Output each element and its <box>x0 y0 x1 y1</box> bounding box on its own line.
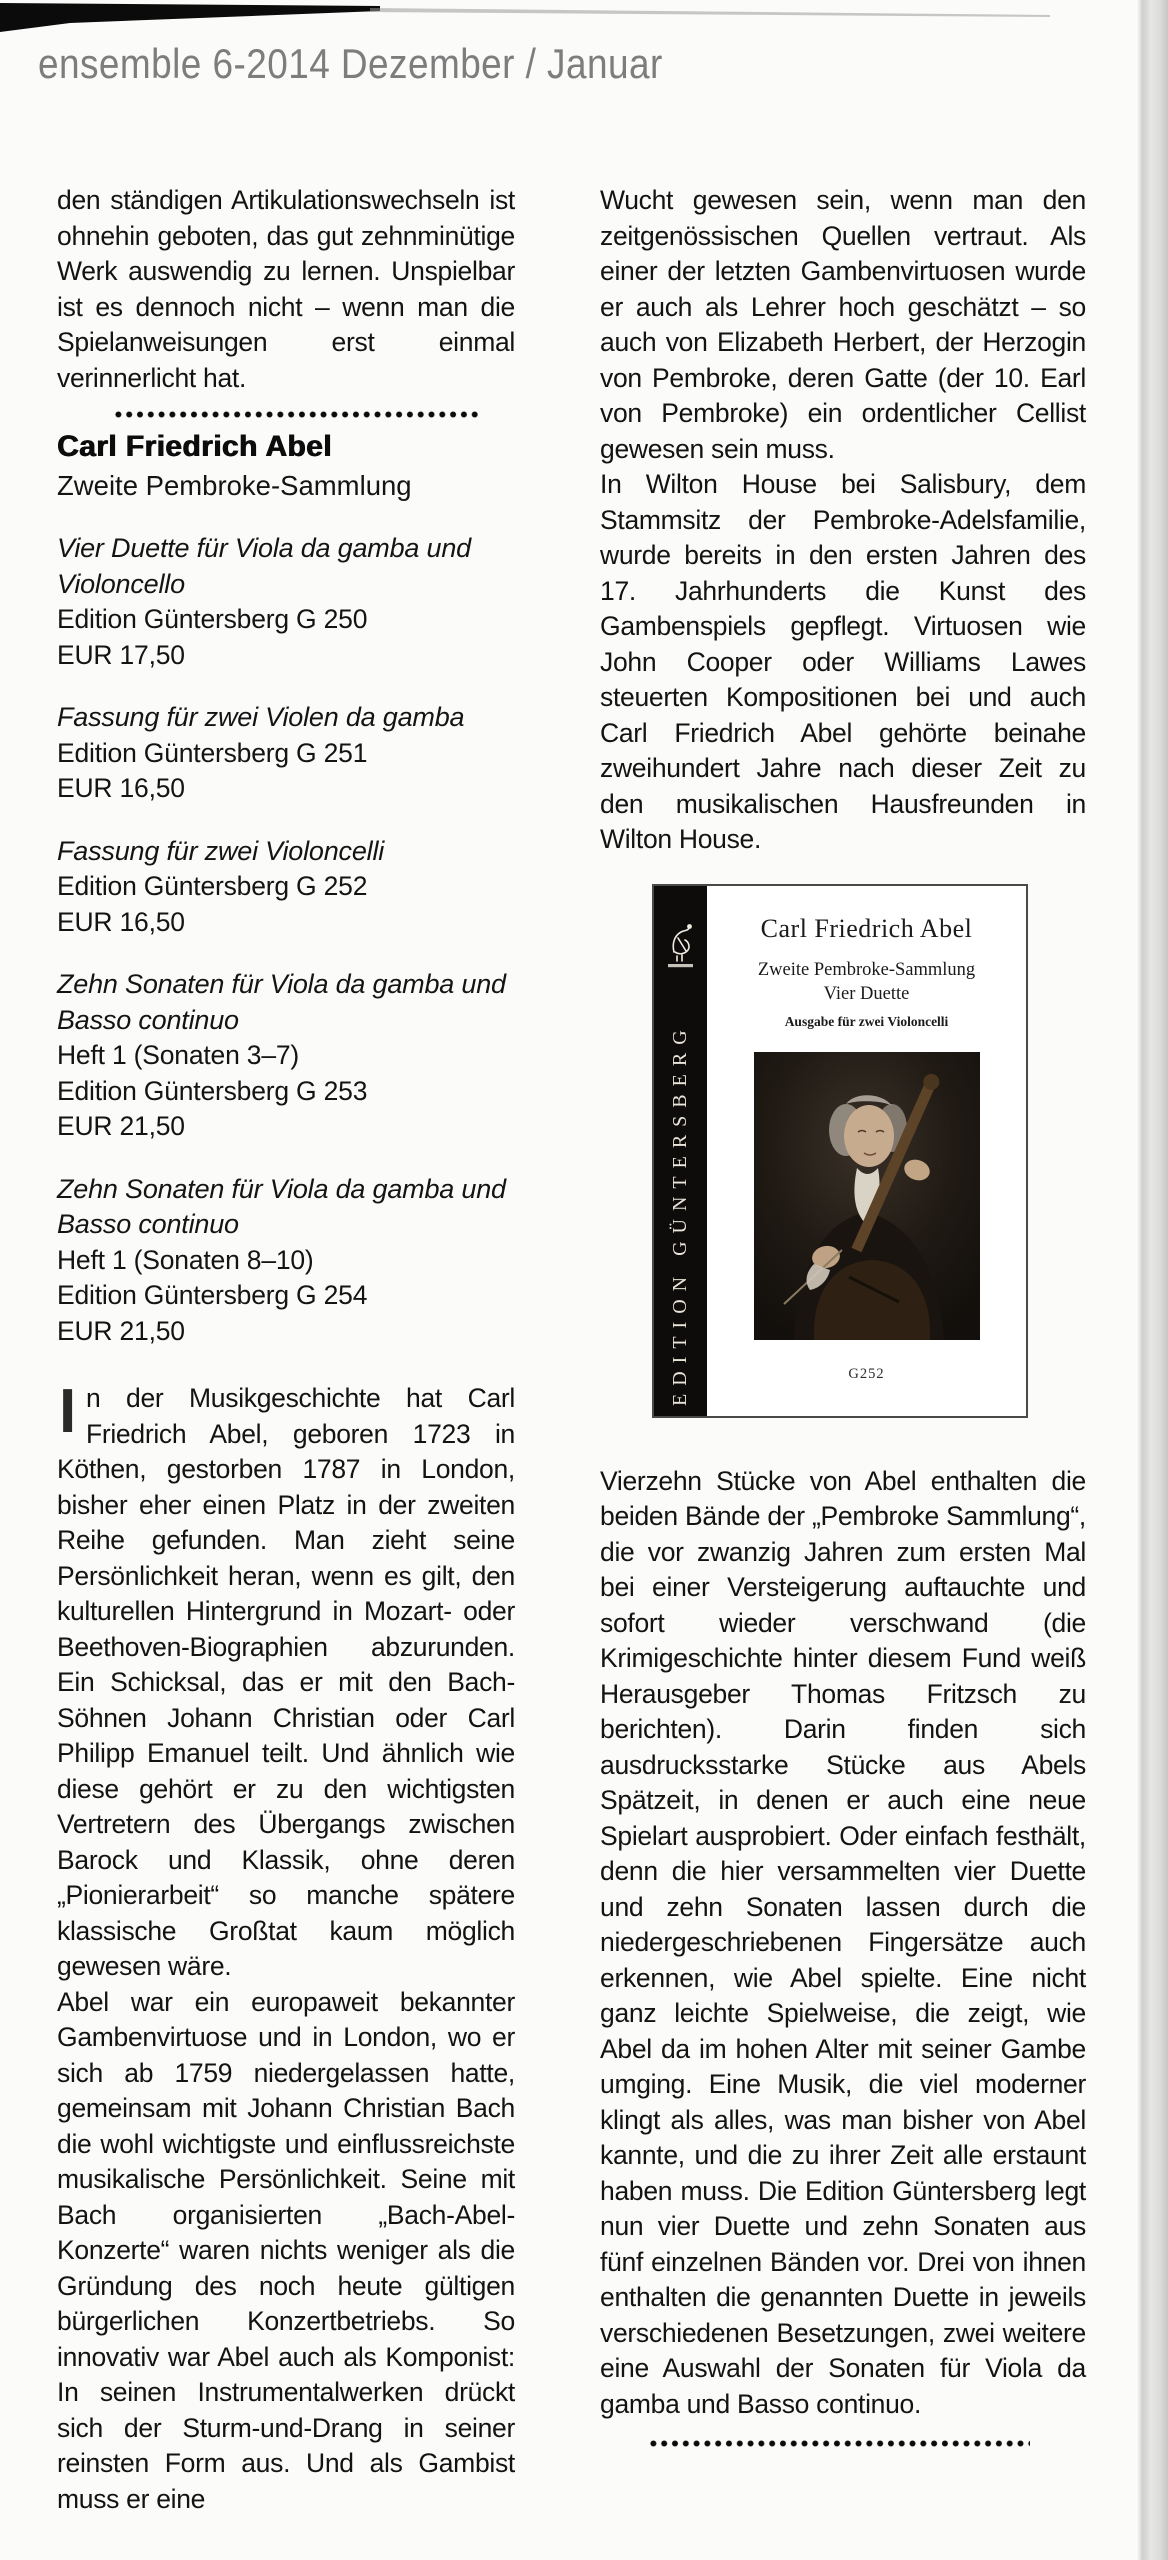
left-column <box>57 183 515 2517</box>
edition-publisher: Edition Güntersberg G 253 <box>57 1075 368 1106</box>
edition-volume: Heft 1 (Sonaten 3–7) <box>57 1040 300 1070</box>
dotted-divider <box>113 411 481 418</box>
edition-price: EUR 21,50 <box>57 1111 185 1141</box>
article-paragraph-1-text: n der Musikgeschichte hat Carl Friedrich Abel, geboren 1723 in Köthen, gestorben 1787 in London, bisher eher einen Platz in der zweiten Reihe gefunden. Man zieht seine Persönlichkeit heran, wenn es gilt, den kulturellen Hintergrund in Mozart- oder Beethoven-Biographien abzurunden. Ein Schicksal, das er mit den Bach-Söhnen Johann Christian oder Carl Philipp Emanuel teilt. Und ähnlich wie diese gehört er zu den wichtigsten Vertretern des Übergangs zwischen Barock und Klassik, ohne deren „Pionierarbeit“ so manche spätere klassische Großtat kaum möglich gewesen wäre. <box>57 1383 515 1981</box>
cover-subtitle-works: Vier Duette <box>823 983 910 1004</box>
edition-publisher: Edition Güntersberg G 254 <box>57 1280 368 1310</box>
cover-front <box>707 886 1026 1416</box>
dropcap-initial: I <box>59 1377 76 1446</box>
article-paragraph-2: Abel war ein europaweit bekannter Gambenvirtuose und in London, wo er sich ab 1759 niedergelassen hatte, gemeinsam mit Johann Christian Bach die wohl wichtigste und einflussreichste musikalische Persönlichkeit. Seine mit Bach organisierten „Bach-Abel-Konzerte“ waren nichts weniger als die Gründung des noch heute gültigen bürgerlichen Konzertbetriebs. So innovativ war Abel auch als Komponist: In seinen Instrumentalwerken drückt sich der Sturm-und-Drang in seiner reinsten Form aus. Und als Gambist muss er eine <box>57 1986 515 2514</box>
edition-price: EUR 16,50 <box>57 773 185 803</box>
edition-publisher: Edition Güntersberg G 251 <box>57 737 368 768</box>
edition-item <box>57 1172 515 1350</box>
edition-price: EUR 17,50 <box>57 639 185 670</box>
edition-title: Zehn Sonaten für Viola da gamba und Basso continuo <box>57 1173 506 1239</box>
dotted-divider <box>648 2440 1030 2447</box>
edition-item <box>57 967 515 1145</box>
book-cover <box>652 884 1028 1418</box>
edition-title: Zehn Sonaten für Viola da gamba und Basso continuo <box>57 969 506 1035</box>
edition-item <box>57 700 515 807</box>
scan-artifact-line <box>0 0 1100 42</box>
edition-title: Vier Duette für Viola da gamba und Violoncello <box>57 533 471 599</box>
edition-title: Fassung für zwei Violoncelli <box>57 835 385 866</box>
abel-portrait <box>754 1052 980 1340</box>
edition-price: EUR 21,50 <box>57 1315 185 1346</box>
cover-publisher-name: EDITION GÜNTERSBERG <box>669 1021 691 1406</box>
scan-edge-shadow <box>1137 0 1168 2560</box>
intro-paragraph: den ständigen Artikulationswechseln ist ohnehin geboten, das gut zehnminütige Werk auswendig zu lernen. Unspielbar ist es dennoch nicht – wenn man die Spielanweisungen erst einmal verinnerlicht hat. <box>57 185 515 393</box>
page-title: ensemble 6-2014 Dezember / Januar <box>38 40 663 87</box>
article-paragraph-3: Wucht gewesen sein, wenn man den zeitgenössischen Quellen vertraut. Als einer der letzten Gambenvirtuosen wurde er auch als Lehrer hoch geschätzt – so auch von Elizabeth Herbert, der Herzogin von Pembroke, deren Gatte (der 10. Earl von Pembroke) ein ordentlicher Cellist gewesen sein muss. <box>600 185 1086 464</box>
cover-title: Carl Friedrich Abel <box>760 913 973 943</box>
article-paragraph-4: In Wilton House bei Salisbury, dem Stammsitz der Pembroke-Adelsfamilie, wurde bereits in den ersten Jahren des 17. Jahrhunderts die Kunst des Gambenspiels gepflegt. Virtuosen wie John Cooper oder Williams Lawes steuerten Kompositionen bei und auch Carl Friedrich Abel gehörte beinahe zweihundert Jahre nach dieser Zeit zu den musikalischen Hausfreunden in Wilton House. <box>600 469 1086 854</box>
edition-publisher: Edition Güntersberg G 250 <box>57 604 368 634</box>
edition-item <box>57 531 515 673</box>
cover-publisher-band <box>654 886 707 1416</box>
cover-subtitle-collection: Zweite Pembroke-Sammlung <box>757 959 976 980</box>
composer-heading: Carl Friedrich Abel <box>57 430 332 463</box>
right-column <box>600 183 1086 2447</box>
edition-publisher: Edition Güntersberg G 252 <box>57 871 368 901</box>
edition-item <box>57 834 515 941</box>
publisher-bird-logo-icon <box>665 918 696 970</box>
edition-title: Fassung für zwei Violen da gamba <box>57 702 465 732</box>
article-paragraph-1 <box>57 1377 515 1985</box>
collection-subheading: Zweite Pembroke-Sammlung <box>57 470 412 501</box>
cover-subtitle-scoring: Ausgabe für zwei Violoncelli <box>784 1013 949 1029</box>
cover-catalog-number: G252 <box>848 1365 885 1382</box>
article-paragraph-5: Vierzehn Stücke von Abel enthalten die beiden Bände der „Pembroke Sammlung“, die vor zwanzig Jahren zum ersten Mal bei einer Versteigerung auftauchte und sofort wieder verschwand (die Krimigeschichte hinter diesem Fund weiß Herausgeber Thomas Fritzsch zu berichten). Darin finden sich ausdrucksstarke Stücke aus Abels Spätzeit, in denen er auch eine neue Spielart ausprobiert. Oder einfach festhält, denn die hier versammelten vier Duette und zehn Sonaten lassen durch die niedergeschriebenen Fingersätze auch erkennen, wie Abel spielte. Eine nicht ganz leichte Spielweise, die zeigt, wie Abel da im hohen Alter mit seiner Gambe umging. Eine Musik, die viel moderner klingt als alles, was man bisher von Abel kannte, und die zu ihrer Zeit alle erstaunt haben muss. Die Edition Güntersberg legt nun vier Duette und zehn Sonaten aus fünf einzelnen Bänden vor. Drei von ihnen enthalten die genannten Duette in jeweils verschiedenen Besetzungen, zwei weitere eine Auswahl der Sonaten für Viola da gamba und Basso continuo. <box>600 1465 1086 2419</box>
edition-volume: Heft 1 (Sonaten 8–10) <box>57 1244 314 1275</box>
edition-price: EUR 16,50 <box>57 906 185 937</box>
